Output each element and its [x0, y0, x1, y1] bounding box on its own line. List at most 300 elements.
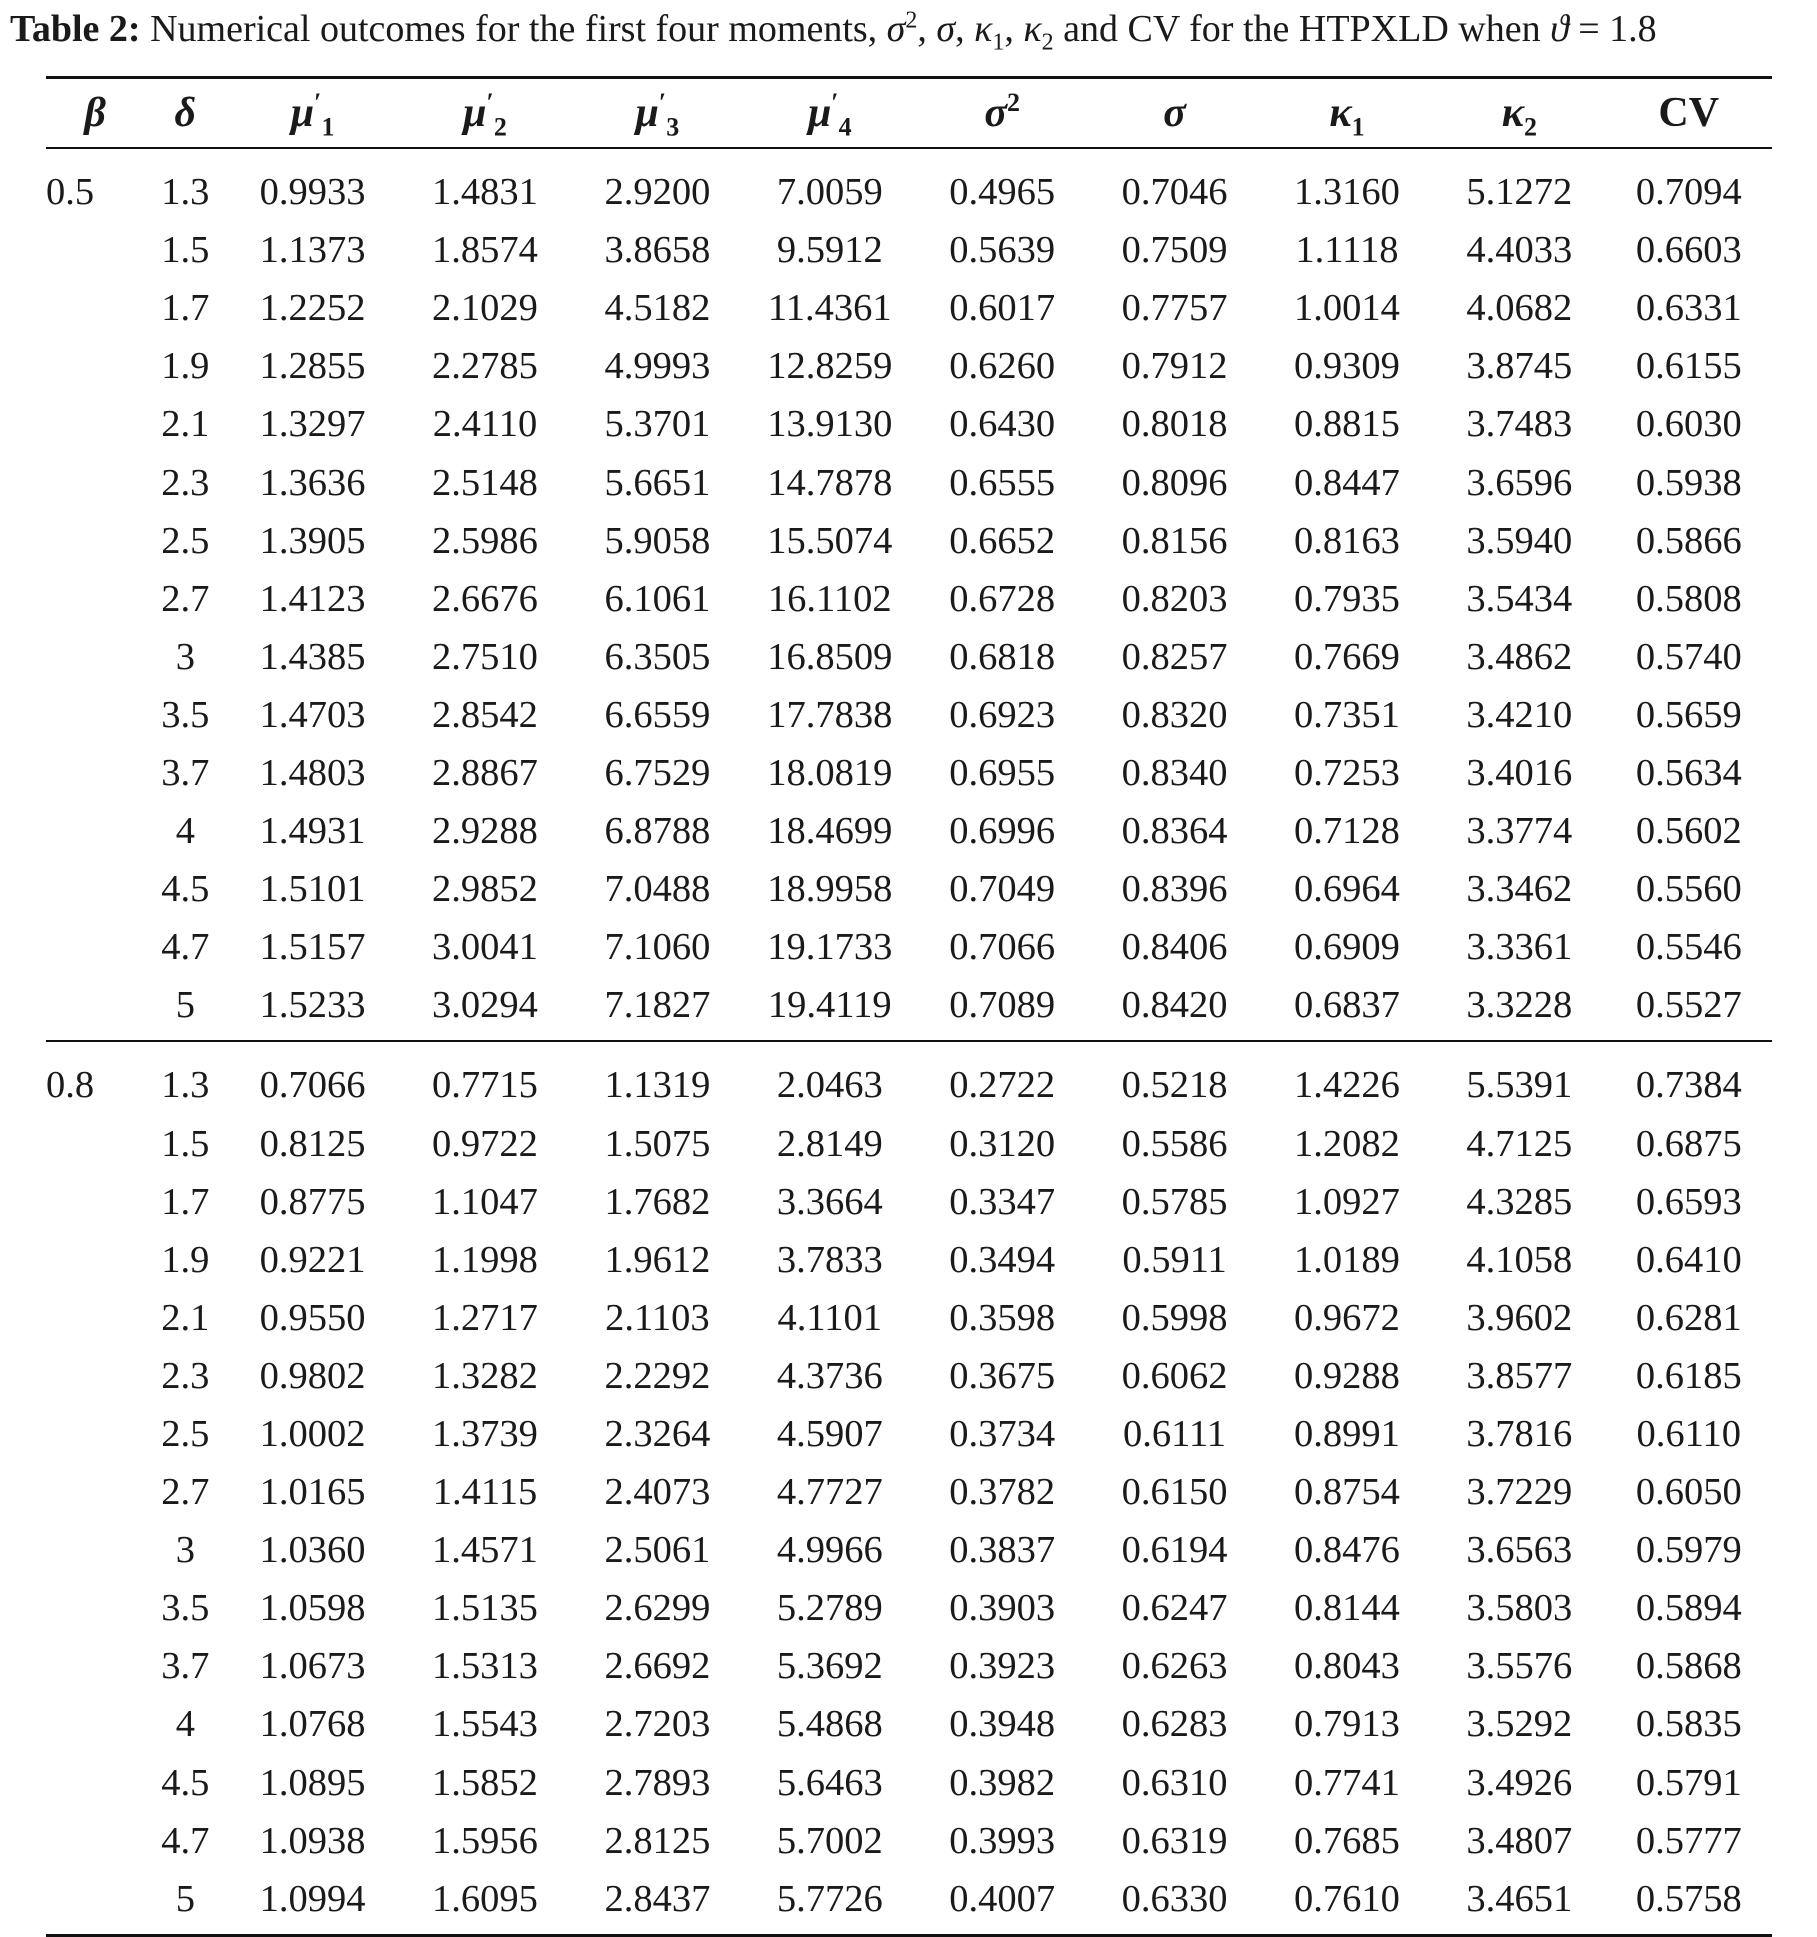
cell-mu2: 2.4110 — [432, 403, 538, 446]
cell-delta: 4 — [175, 810, 195, 853]
cell-mu4: 4.3736 — [776, 1354, 883, 1397]
cell-sigma: 0.8320 — [1121, 693, 1228, 736]
cell-mu4: 14.7878 — [767, 461, 893, 504]
table-header-row — [46, 78, 1772, 149]
cell-delta: 2.1 — [161, 1296, 210, 1339]
cell-delta: 2.1 — [161, 403, 210, 446]
cell-mu2: 1.3739 — [432, 1413, 538, 1456]
cell-kappa2: 3.9602 — [1466, 1296, 1573, 1339]
cell-sigma-squared: 0.3598 — [949, 1296, 1056, 1339]
cell-sigma: 0.7046 — [1121, 171, 1228, 214]
cell-mu2: 1.3282 — [432, 1354, 538, 1397]
moments-table-container — [46, 76, 1772, 1937]
cell-kappa1: 0.7669 — [1294, 635, 1400, 678]
cell-mu1: 1.1373 — [259, 229, 366, 272]
cell-cv: 0.7094 — [1635, 171, 1742, 214]
cell-kappa1: 0.6909 — [1294, 926, 1400, 969]
table-row — [46, 395, 1772, 453]
header-kappa1: $\kappa_1$ — [1261, 78, 1433, 149]
cell-cv: 0.7384 — [1635, 1064, 1742, 1107]
table-row — [46, 221, 1772, 279]
cell-mu1: 0.9802 — [259, 1354, 366, 1397]
table-row — [46, 453, 1772, 511]
cell-sigma-squared: 0.7049 — [949, 868, 1056, 911]
cell-kappa1: 0.9309 — [1294, 345, 1400, 388]
caption-symbol-sigma: σ — [936, 8, 956, 50]
cell-mu2: 2.9288 — [432, 810, 538, 853]
cell-sigma-squared: 0.3993 — [949, 1819, 1056, 1862]
cell-kappa2: 3.5434 — [1466, 577, 1573, 620]
cell-mu1: 0.8125 — [259, 1122, 366, 1165]
cell-cv: 0.5758 — [1606, 1870, 1772, 1936]
cell-mu4: 13.9130 — [767, 403, 893, 446]
cell-beta-empty — [46, 1521, 144, 1579]
cell-beta-empty — [46, 1173, 144, 1231]
cell-mu4: 18.4699 — [767, 810, 893, 853]
table-row — [46, 628, 1772, 686]
header-mu2: $\mu'_2$ — [399, 78, 571, 149]
cell-beta-empty — [46, 453, 144, 511]
cell-sigma-squared: 0.6017 — [949, 287, 1056, 330]
cell-mu3: 6.6559 — [604, 693, 711, 736]
cell-mu3: 2.7203 — [604, 1703, 711, 1746]
cell-sigma-squared: 0.4007 — [916, 1870, 1088, 1936]
cell-sigma-squared: 0.6955 — [949, 751, 1056, 794]
cell-mu2: 2.6676 — [432, 577, 538, 620]
cell-mu4: 3.7833 — [776, 1238, 883, 1281]
cell-sigma-squared: 0.6652 — [949, 519, 1056, 562]
header-mu1: $\mu'_1$ — [226, 78, 398, 149]
cell-mu4: 19.1733 — [767, 926, 893, 969]
cell-kappa1: 0.9672 — [1294, 1296, 1400, 1339]
cell-mu1: 1.5157 — [259, 926, 366, 969]
cell-mu4: 12.8259 — [767, 345, 893, 388]
cell-delta: 1.3 — [161, 1064, 210, 1107]
cell-kappa2: 3.8577 — [1466, 1354, 1573, 1397]
table-group-beta-0.5 — [46, 148, 1772, 1041]
table-row — [46, 1812, 1772, 1870]
cell-mu3: 6.1061 — [604, 577, 711, 620]
cell-kappa2: 3.4210 — [1466, 693, 1573, 736]
cell-kappa1: 1.0189 — [1294, 1238, 1400, 1281]
cell-mu4: 5.4868 — [776, 1703, 883, 1746]
cell-sigma: 0.8156 — [1121, 519, 1228, 562]
header-kappa2: $\kappa_2$ — [1433, 78, 1605, 149]
cell-delta: 1.5 — [161, 1122, 210, 1165]
cell-kappa2: 3.4016 — [1466, 751, 1573, 794]
cell-mu1: 1.0002 — [259, 1413, 366, 1456]
cell-kappa2: 3.7229 — [1466, 1471, 1573, 1514]
cell-sigma-squared: 0.3494 — [949, 1238, 1056, 1281]
cell-kappa2: 3.3361 — [1466, 926, 1573, 969]
cell-mu3: 2.1103 — [605, 1296, 710, 1339]
cell-delta: 4 — [175, 1703, 195, 1746]
cell-cv: 0.5938 — [1635, 461, 1742, 504]
cell-delta: 3.7 — [161, 1645, 210, 1688]
cell-mu1: 1.3297 — [259, 403, 366, 446]
cell-kappa1: 1.0927 — [1294, 1180, 1400, 1223]
cell-sigma: 0.6150 — [1121, 1471, 1228, 1514]
cell-mu2: 1.1047 — [432, 1180, 538, 1223]
cell-mu2: 3.0041 — [432, 926, 538, 969]
cell-kappa2: 5.1272 — [1466, 171, 1573, 214]
cell-mu2: 1.4115 — [432, 1471, 538, 1514]
cell-sigma-squared: 0.3837 — [949, 1529, 1056, 1572]
cell-sigma-squared: 0.7089 — [916, 976, 1088, 1041]
cell-mu4: 4.5907 — [776, 1413, 883, 1456]
cell-mu4: 5.3692 — [776, 1645, 883, 1688]
cell-sigma: 0.7757 — [1121, 287, 1228, 330]
cell-sigma: 0.8257 — [1121, 635, 1228, 678]
cell-sigma-squared: 0.3982 — [949, 1761, 1056, 1804]
cell-kappa2: 3.7816 — [1466, 1413, 1573, 1456]
cell-mu1: 0.7066 — [259, 1064, 366, 1107]
cell-mu3: 1.7682 — [604, 1180, 711, 1223]
cell-cv: 0.6030 — [1635, 403, 1742, 446]
cell-kappa1: 0.6837 — [1261, 976, 1433, 1041]
cell-sigma: 0.8406 — [1121, 926, 1228, 969]
cell-mu1: 1.0598 — [259, 1587, 366, 1630]
cell-mu4: 18.0819 — [767, 751, 893, 794]
caption-symbol-kappa2: κ — [1023, 8, 1042, 50]
cell-beta-empty — [46, 512, 144, 570]
cell-mu4: 16.1102 — [767, 577, 892, 620]
cell-kappa2: 3.5292 — [1466, 1703, 1573, 1746]
cell-sigma: 0.6247 — [1121, 1587, 1228, 1630]
cell-delta: 1.3 — [161, 171, 210, 214]
cell-kappa2: 3.6596 — [1466, 461, 1573, 504]
cell-cv: 0.5560 — [1635, 868, 1742, 911]
cell-cv: 0.5546 — [1635, 926, 1742, 969]
cell-mu3: 1.1319 — [604, 1064, 711, 1107]
cell-mu2: 0.7715 — [432, 1064, 538, 1107]
cell-delta: 4.7 — [161, 926, 210, 969]
cell-mu2: 2.1029 — [432, 287, 538, 330]
table-row — [46, 148, 1772, 221]
cell-kappa1: 0.8447 — [1294, 461, 1400, 504]
cell-mu1: 1.4703 — [259, 693, 366, 736]
cell-kappa1: 0.7610 — [1261, 1870, 1433, 1936]
cell-mu3: 2.6299 — [604, 1587, 711, 1630]
cell-cv: 0.5791 — [1635, 1761, 1742, 1804]
cell-beta-empty — [46, 570, 144, 628]
cell-sigma: 0.6330 — [1088, 1870, 1260, 1936]
cell-mu4: 5.7002 — [776, 1819, 883, 1862]
table-row — [46, 1521, 1772, 1579]
cell-delta: 3.5 — [161, 693, 210, 736]
cell-mu3: 5.3701 — [604, 403, 711, 446]
cell-delta: 2.3 — [161, 461, 210, 504]
cell-kappa1: 0.9288 — [1294, 1354, 1400, 1397]
cell-mu2: 2.7510 — [432, 635, 538, 678]
caption-symbol-theta: ϑ — [1550, 8, 1569, 50]
cell-kappa2: 3.4651 — [1433, 1870, 1605, 1936]
table-row — [46, 1041, 1772, 1114]
cell-mu3: 7.1827 — [571, 976, 743, 1041]
cell-mu2: 1.5852 — [432, 1761, 538, 1804]
cell-kappa2: 4.3285 — [1466, 1180, 1573, 1223]
cell-mu3: 1.5075 — [604, 1122, 711, 1165]
cell-mu2: 2.5148 — [432, 461, 538, 504]
cell-cv: 0.5777 — [1635, 1819, 1742, 1862]
cell-mu2: 1.5956 — [432, 1819, 538, 1862]
cell-mu4: 7.0059 — [776, 171, 883, 214]
moments-table — [46, 76, 1772, 1937]
cell-delta: 2.7 — [161, 577, 210, 620]
cell-mu4: 4.1101 — [777, 1296, 882, 1339]
cell-kappa1: 0.7253 — [1294, 751, 1400, 794]
cell-kappa2: 4.7125 — [1466, 1122, 1573, 1165]
cell-mu4: 9.5912 — [776, 229, 883, 272]
table-row — [46, 1347, 1772, 1405]
cell-cv: 0.5894 — [1635, 1587, 1742, 1630]
cell-mu3: 2.8125 — [604, 1819, 711, 1862]
cell-cv: 0.6185 — [1635, 1354, 1742, 1397]
table-row — [46, 1695, 1772, 1753]
caption-text-before: Numerical outcomes for the first four moments, — [150, 8, 878, 50]
cell-sigma-squared: 0.6818 — [949, 635, 1056, 678]
cell-mu1: 0.9221 — [259, 1238, 366, 1281]
cell-sigma: 0.8420 — [1088, 976, 1260, 1041]
cell-kappa1: 0.7351 — [1294, 693, 1400, 736]
cell-sigma: 0.8096 — [1121, 461, 1228, 504]
cell-mu2: 2.8867 — [432, 751, 538, 794]
cell-mu1: 1.0938 — [259, 1819, 366, 1862]
cell-sigma: 0.5586 — [1121, 1122, 1228, 1165]
cell-beta-empty — [46, 1695, 144, 1753]
cell-mu4: 19.4119 — [744, 976, 916, 1041]
cell-kappa2: 3.3774 — [1466, 810, 1573, 853]
cell-cv: 0.5659 — [1635, 693, 1742, 736]
cell-mu3: 1.9612 — [604, 1238, 711, 1281]
cell-kappa1: 0.7128 — [1294, 810, 1400, 853]
cell-beta-empty — [46, 395, 144, 453]
cell-kappa1: 1.4226 — [1294, 1064, 1400, 1107]
table-row — [46, 1463, 1772, 1521]
cell-mu2: 1.1998 — [432, 1238, 538, 1281]
cell-delta: 3.7 — [161, 751, 210, 794]
cell-beta-empty — [46, 1405, 144, 1463]
cell-mu3: 2.4073 — [604, 1471, 711, 1514]
cell-beta-empty — [46, 976, 144, 1041]
cell-beta-empty — [46, 1115, 144, 1173]
cell-mu2: 1.4831 — [432, 171, 538, 214]
cell-beta: 0.5 — [46, 171, 95, 214]
cell-sigma: 0.8018 — [1121, 403, 1228, 446]
cell-mu4: 5.6463 — [776, 1761, 883, 1804]
cell-mu3: 6.8788 — [604, 810, 711, 853]
cell-mu1: 1.2855 — [259, 345, 366, 388]
table-row — [46, 1870, 1772, 1936]
cell-mu1: 1.0165 — [259, 1471, 366, 1514]
cell-kappa2: 4.1058 — [1466, 1238, 1573, 1281]
cell-mu2: 2.2785 — [432, 345, 538, 388]
header-beta: β — [46, 78, 144, 149]
cell-delta: 5 — [144, 1870, 226, 1936]
cell-kappa1: 1.2082 — [1294, 1122, 1400, 1165]
cell-mu3: 2.5061 — [604, 1529, 711, 1572]
cell-delta: 4.7 — [161, 1819, 210, 1862]
cell-mu3: 2.7893 — [604, 1761, 711, 1804]
cell-beta-empty — [46, 1347, 144, 1405]
cell-kappa1: 0.8043 — [1294, 1645, 1400, 1688]
cell-mu1: 0.9550 — [259, 1296, 366, 1339]
cell-mu1: 1.0673 — [259, 1645, 366, 1688]
cell-mu1: 0.8775 — [259, 1180, 366, 1223]
cell-mu4: 15.5074 — [767, 519, 893, 562]
cell-mu1: 1.0994 — [226, 1870, 398, 1936]
cell-cv: 0.6050 — [1635, 1471, 1742, 1514]
table-row — [46, 1405, 1772, 1463]
caption-symbol-kappa1: κ — [974, 8, 993, 50]
cell-sigma-squared: 0.5639 — [949, 229, 1056, 272]
cell-sigma-squared: 0.6555 — [949, 461, 1056, 504]
cell-kappa2: 3.7483 — [1466, 403, 1573, 446]
cell-mu2: 2.5986 — [432, 519, 538, 562]
cell-mu3: 5.6651 — [604, 461, 711, 504]
cell-mu3: 2.2292 — [604, 1354, 711, 1397]
cell-mu2: 1.5135 — [432, 1587, 538, 1630]
table-row — [46, 570, 1772, 628]
cell-beta-empty — [46, 1754, 144, 1812]
caption-theta-value: = 1.8 — [1578, 8, 1657, 50]
cell-sigma: 0.7912 — [1121, 345, 1228, 388]
cell-kappa1: 0.8815 — [1294, 403, 1400, 446]
cell-mu2: 1.5543 — [432, 1703, 538, 1746]
table-row — [46, 1579, 1772, 1637]
cell-mu1: 1.5101 — [259, 868, 366, 911]
table-group-beta-0.8 — [46, 1041, 1772, 1935]
cell-sigma-squared: 0.3347 — [949, 1180, 1056, 1223]
table-row — [46, 1231, 1772, 1289]
cell-delta: 4.5 — [161, 1761, 210, 1804]
cell-sigma: 0.6263 — [1121, 1645, 1228, 1688]
cell-mu3: 3.8658 — [604, 229, 711, 272]
table-row — [46, 686, 1772, 744]
cell-kappa2: 4.4033 — [1466, 229, 1573, 272]
table-row — [46, 744, 1772, 802]
cell-sigma-squared: 0.4965 — [949, 171, 1056, 214]
cell-delta: 1.5 — [161, 229, 210, 272]
cell-delta: 3 — [175, 1529, 195, 1572]
table-row — [46, 1637, 1772, 1695]
cell-delta: 1.7 — [161, 1180, 210, 1223]
table-row — [46, 1173, 1772, 1231]
cell-delta: 2.3 — [161, 1354, 210, 1397]
cell-kappa1: 0.7685 — [1294, 1819, 1400, 1862]
cell-kappa1: 1.3160 — [1294, 171, 1400, 214]
cell-mu4: 16.8509 — [767, 635, 893, 678]
cell-mu2: 1.2717 — [432, 1296, 538, 1339]
cell-sigma-squared: 0.6923 — [949, 693, 1056, 736]
cell-mu3: 7.0488 — [604, 868, 711, 911]
header-sigma-squared: $\sigma^2$ — [916, 78, 1088, 149]
cell-beta: 0.8 — [46, 1064, 95, 1107]
cell-sigma: 0.6194 — [1121, 1529, 1228, 1572]
cell-sigma: 0.8203 — [1121, 577, 1228, 620]
cell-cv: 0.6603 — [1635, 229, 1742, 272]
cell-mu3: 2.9200 — [604, 171, 711, 214]
cell-sigma: 0.5998 — [1121, 1296, 1228, 1339]
cell-beta-empty — [46, 860, 144, 918]
cell-delta: 1.9 — [161, 1238, 210, 1281]
cell-delta: 1.9 — [161, 345, 210, 388]
cell-cv: 0.5866 — [1635, 519, 1742, 562]
cell-mu1: 1.2252 — [259, 287, 366, 330]
cell-cv: 0.5808 — [1635, 577, 1742, 620]
cell-beta-empty — [46, 221, 144, 279]
header-cv: CV — [1606, 78, 1772, 149]
cell-mu4: 11.4361 — [767, 287, 892, 330]
cell-cv: 0.6155 — [1635, 345, 1742, 388]
cell-sigma-squared: 0.3948 — [949, 1703, 1056, 1746]
cell-delta: 5 — [144, 976, 226, 1041]
cell-kappa2: 3.4862 — [1466, 635, 1573, 678]
cell-sigma: 0.5218 — [1121, 1064, 1228, 1107]
cell-sigma-squared: 0.3923 — [949, 1645, 1056, 1688]
cell-mu2: 1.8574 — [432, 229, 538, 272]
cell-sigma: 0.5911 — [1122, 1238, 1227, 1281]
table-caption: Table 2: Numerical outcomes for the first four moments, $\sigma^2$, σ, $\kappa_1$, $\kappa_2$ and CV for the HTPXLD when ϑ = 1.8 — [10, 7, 1657, 52]
cell-sigma: 0.5785 — [1121, 1180, 1228, 1223]
table-row — [46, 1754, 1772, 1812]
cell-mu2: 2.9852 — [432, 868, 538, 911]
cell-sigma-squared: 0.6430 — [949, 403, 1056, 446]
cell-kappa1: 0.7913 — [1294, 1703, 1400, 1746]
cell-sigma-squared: 0.6728 — [949, 577, 1056, 620]
cell-sigma: 0.8340 — [1121, 751, 1228, 794]
cell-mu4: 5.2789 — [776, 1587, 883, 1630]
cell-beta-empty — [46, 628, 144, 686]
cell-sigma-squared: 0.2722 — [949, 1064, 1056, 1107]
cell-beta-empty — [46, 1463, 144, 1521]
cell-kappa2: 3.5803 — [1466, 1587, 1573, 1630]
table-row — [46, 279, 1772, 337]
cell-kappa1: 1.1118 — [1295, 229, 1399, 272]
cell-mu1: 1.4123 — [259, 577, 366, 620]
table-row — [46, 976, 1772, 1041]
cell-cv: 0.6593 — [1635, 1180, 1742, 1223]
cell-kappa2: 3.4807 — [1466, 1819, 1573, 1862]
header-sigma: σ — [1088, 78, 1260, 149]
cell-mu4: 4.9966 — [776, 1529, 883, 1572]
cell-mu4: 4.7727 — [776, 1471, 883, 1514]
cell-mu2: 1.4571 — [432, 1529, 538, 1572]
cell-cv: 0.6410 — [1635, 1238, 1742, 1281]
cell-mu1: 1.4803 — [259, 751, 366, 794]
cell-delta: 2.5 — [161, 519, 210, 562]
cell-kappa1: 0.8144 — [1294, 1587, 1400, 1630]
cell-kappa2: 3.6563 — [1466, 1529, 1573, 1572]
cell-mu4: 18.9958 — [767, 868, 893, 911]
header-delta: δ — [144, 78, 226, 149]
cell-cv: 0.5979 — [1635, 1529, 1742, 1572]
cell-beta-empty — [46, 1579, 144, 1637]
cell-mu2: 0.9722 — [432, 1122, 538, 1165]
cell-mu1: 0.9933 — [259, 171, 366, 214]
cell-mu3: 5.9058 — [604, 519, 711, 562]
cell-sigma: 0.8396 — [1121, 868, 1228, 911]
cell-kappa1: 0.8754 — [1294, 1471, 1400, 1514]
table-row — [46, 337, 1772, 395]
cell-kappa2: 3.5940 — [1466, 519, 1573, 562]
cell-kappa1: 0.7935 — [1294, 577, 1400, 620]
cell-sigma: 0.6283 — [1121, 1703, 1228, 1746]
cell-cv: 0.6110 — [1636, 1413, 1741, 1456]
header-mu4: $\mu'_4$ — [744, 78, 916, 149]
cell-mu3: 2.8437 — [571, 1870, 743, 1936]
cell-delta: 4.5 — [161, 868, 210, 911]
